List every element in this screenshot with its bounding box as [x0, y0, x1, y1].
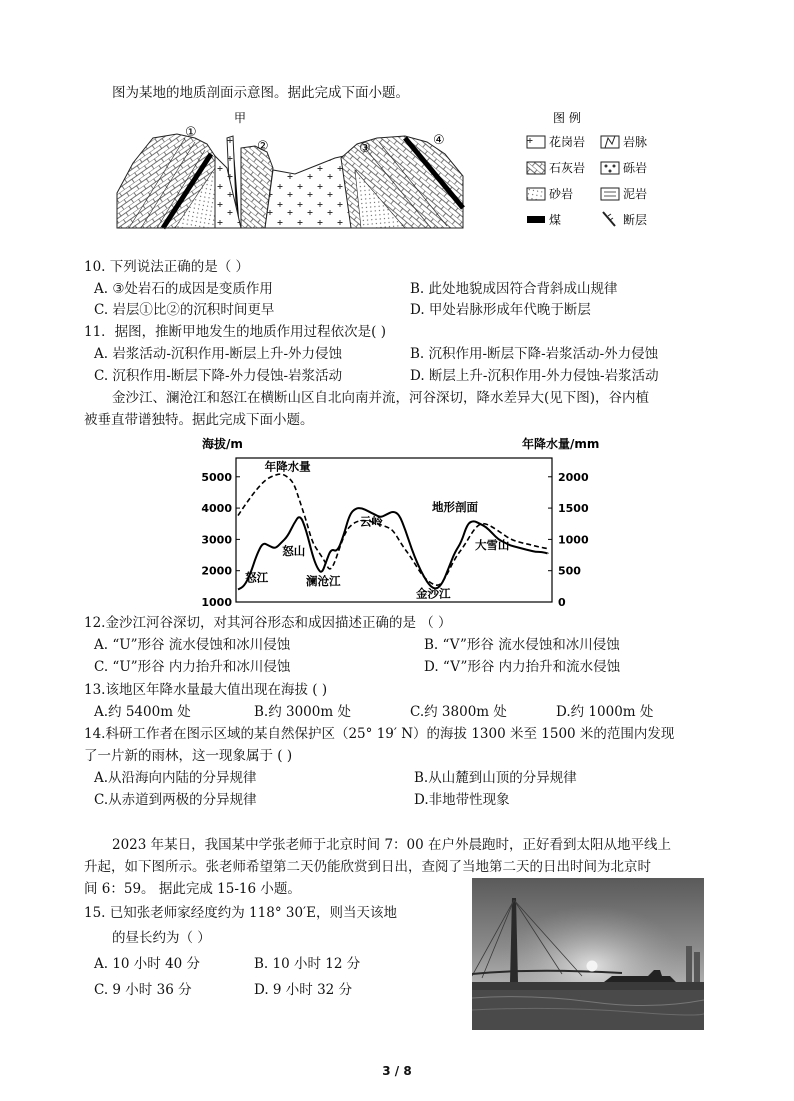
q15-stem-line1: 15. 已知张老师家经度约为 118° 30′E，则当天该地 — [84, 905, 397, 921]
chart-annotation: 云岭 — [359, 514, 383, 529]
intro-sunrise-line3: 间 6：59。 据此完成 15-16 小题。 — [84, 881, 301, 897]
y-right-tick-label: 0 — [558, 596, 566, 609]
q12-option-a: A. “U”形谷 流水侵蚀和冰川侵蚀 — [94, 637, 291, 653]
legend — [527, 134, 647, 227]
q10-stem: 10. 下列说法正确的是（ ） — [84, 259, 250, 275]
q14-stem-line1: 14.科研工作者在图示区域的某自然保护区（25° 19′ N）的海拔 1300 米至 1500 米的范围内发现 — [84, 726, 675, 742]
chart-annotation: 大雪山 — [474, 537, 510, 552]
y-left-tick-label: 1000 — [201, 596, 232, 609]
q15-option-c: C. 9 小时 36 分 — [94, 982, 192, 998]
q11-option-d: D. 断层上升-沉积作用-外力侵蚀-岩浆活动 — [410, 368, 659, 384]
q13-stem: 13.该地区年降水量最大值出现在海拔 ( ) — [84, 682, 328, 698]
q12-stem: 12.金沙江河谷深切，对其河谷形态和成因描述正确的是 （ ） — [84, 615, 452, 631]
elevation-precipitation-chart — [196, 432, 616, 610]
legend-label-granite: 花岗岩 — [549, 135, 586, 149]
label-jia: 甲 — [234, 111, 247, 125]
legend-label-limestone: 石灰岩 — [549, 161, 586, 175]
q13-option-c: C.约 3800m 处 — [410, 704, 507, 720]
series-annual-precipitation — [238, 474, 548, 585]
q15-option-b: B. 10 小时 12 分 — [254, 956, 361, 972]
q13-option-b: B.约 3000m 处 — [254, 704, 351, 720]
q12-option-c: C. “U”形谷 内力抬升和冰川侵蚀 — [94, 659, 291, 675]
y-left-tick-label: 3000 — [201, 533, 232, 547]
plot-frame — [236, 458, 552, 602]
page-number: 3 / 8 — [382, 1064, 412, 1078]
q14-stem-line2: 了一片新的雨林，这一现象属于 ( ) — [84, 748, 293, 764]
chart-annotation: 怒江 — [245, 570, 269, 585]
q15-option-a: A. 10 小时 40 分 — [94, 956, 201, 972]
y-right-tick-label: 500 — [558, 564, 581, 578]
y-left-tick-label: 5000 — [201, 470, 232, 484]
q11-option-c: C. 沉积作用-断层下降-外力侵蚀-岩浆活动 — [94, 368, 343, 384]
q12-option-d: D. “V”形谷 内力抬升和流水侵蚀 — [424, 659, 621, 675]
legend-swatch-sandstone — [527, 188, 545, 200]
legend-swatch-coal — [527, 216, 545, 223]
legend-label-mudstone: 泥岩 — [623, 187, 648, 201]
q14-option-a: A.从沿海向内陆的分异规律 — [94, 770, 257, 786]
label-4: ④ — [433, 133, 445, 148]
q13-option-a: A.约 5400m 处 — [94, 704, 191, 720]
label-3: ③ — [359, 141, 371, 156]
intro-sunrise-line1: 2023 年某日，我国某中学张老师于北京时间 7：00 在户外晨跑时，正好看到太阳从地平线上 — [112, 837, 671, 853]
legend-swatch-dike — [601, 136, 619, 148]
legend-label-conglomerate: 砾岩 — [623, 161, 648, 175]
intro-geology: 图为某地的地质剖面示意图。据此完成下面小题。 — [112, 85, 409, 101]
q10-option-b: B. 此处地貌成因符合背斜成山规律 — [410, 281, 618, 297]
y-left-tick-label: 4000 — [201, 502, 232, 516]
legend-swatch-mudstone — [601, 188, 619, 200]
legend-label-fault: 断层 — [623, 213, 648, 227]
legend-swatch-limestone — [527, 162, 545, 174]
intro-sunrise-line2: 升起，如下图所示。张老师希望第二天仍能欣赏到日出，查阅了当地第二天的日出时间为北京时 — [84, 859, 651, 875]
label-1: ① — [185, 125, 197, 140]
q11-option-a: A. 岩浆活动-沉积作用-断层上升-外力侵蚀 — [94, 346, 343, 362]
q11-stem: 11．据图，推断甲地发生的地质作用过程依次是( ) — [84, 324, 387, 340]
legend-title: 图 例 — [553, 111, 581, 125]
legend-label-coal: 煤 — [549, 213, 562, 227]
q14-option-d: D.非地带性现象 — [414, 792, 510, 808]
q14-option-c: C.从赤道到两极的分异规律 — [94, 792, 257, 808]
chart-annotation: 年降水量 — [264, 459, 311, 474]
y-axis-left-label: 海拔/m — [202, 437, 243, 451]
chart-annotation: 地形剖面 — [432, 500, 478, 515]
legend-swatch-granite — [527, 136, 545, 148]
chart-annotation: 金沙江 — [416, 586, 451, 601]
intro-rivers-line1: 金沙江、澜沧江和怒江在横断山区自北向南并流，河谷深切，降水差异大(见下图)，谷内植 — [112, 390, 650, 406]
y-right-tick-label: 1000 — [558, 533, 589, 547]
q15-option-d: D. 9 小时 32 分 — [254, 982, 353, 998]
q15-stem-line2: 的昼长约为（ ） — [112, 930, 211, 946]
legend-label-dike: 岩脉 — [623, 135, 648, 149]
y-right-tick-label: 2000 — [558, 470, 589, 484]
intro-rivers-line2: 被垂直带谱独特。据此完成下面小题。 — [84, 412, 314, 428]
chart-annotation: 怒山 — [282, 544, 306, 559]
q10-option-a: A. ③处岩石的成因是变质作用 — [94, 281, 273, 297]
q10-option-d: D. 甲处岩脉形成年代晚于断层 — [410, 302, 591, 318]
q13-option-d: D.约 1000m 处 — [556, 704, 654, 720]
q14-option-b: B.从山麓到山顶的分异规律 — [414, 770, 577, 786]
label-2: ② — [257, 139, 269, 154]
q12-option-b: B. “V”形谷 流水侵蚀和冰川侵蚀 — [424, 637, 620, 653]
chart-annotation: 澜沧江 — [306, 573, 341, 588]
legend-swatch-fault — [603, 212, 615, 226]
q10-option-c: C. 岩层①比②的沉积时间更早 — [94, 302, 275, 318]
y-left-tick-label: 2000 — [201, 564, 232, 578]
y-right-tick-label: 1500 — [558, 502, 589, 516]
y-axis-right-label: 年降水量/mm — [522, 437, 600, 451]
legend-label-sandstone: 砂岩 — [549, 187, 574, 201]
sunrise-photo — [472, 878, 704, 1030]
q11-option-b: B. 沉积作用-断层下降-岩浆活动-外力侵蚀 — [410, 346, 659, 362]
geologic-section-figure — [115, 108, 675, 240]
